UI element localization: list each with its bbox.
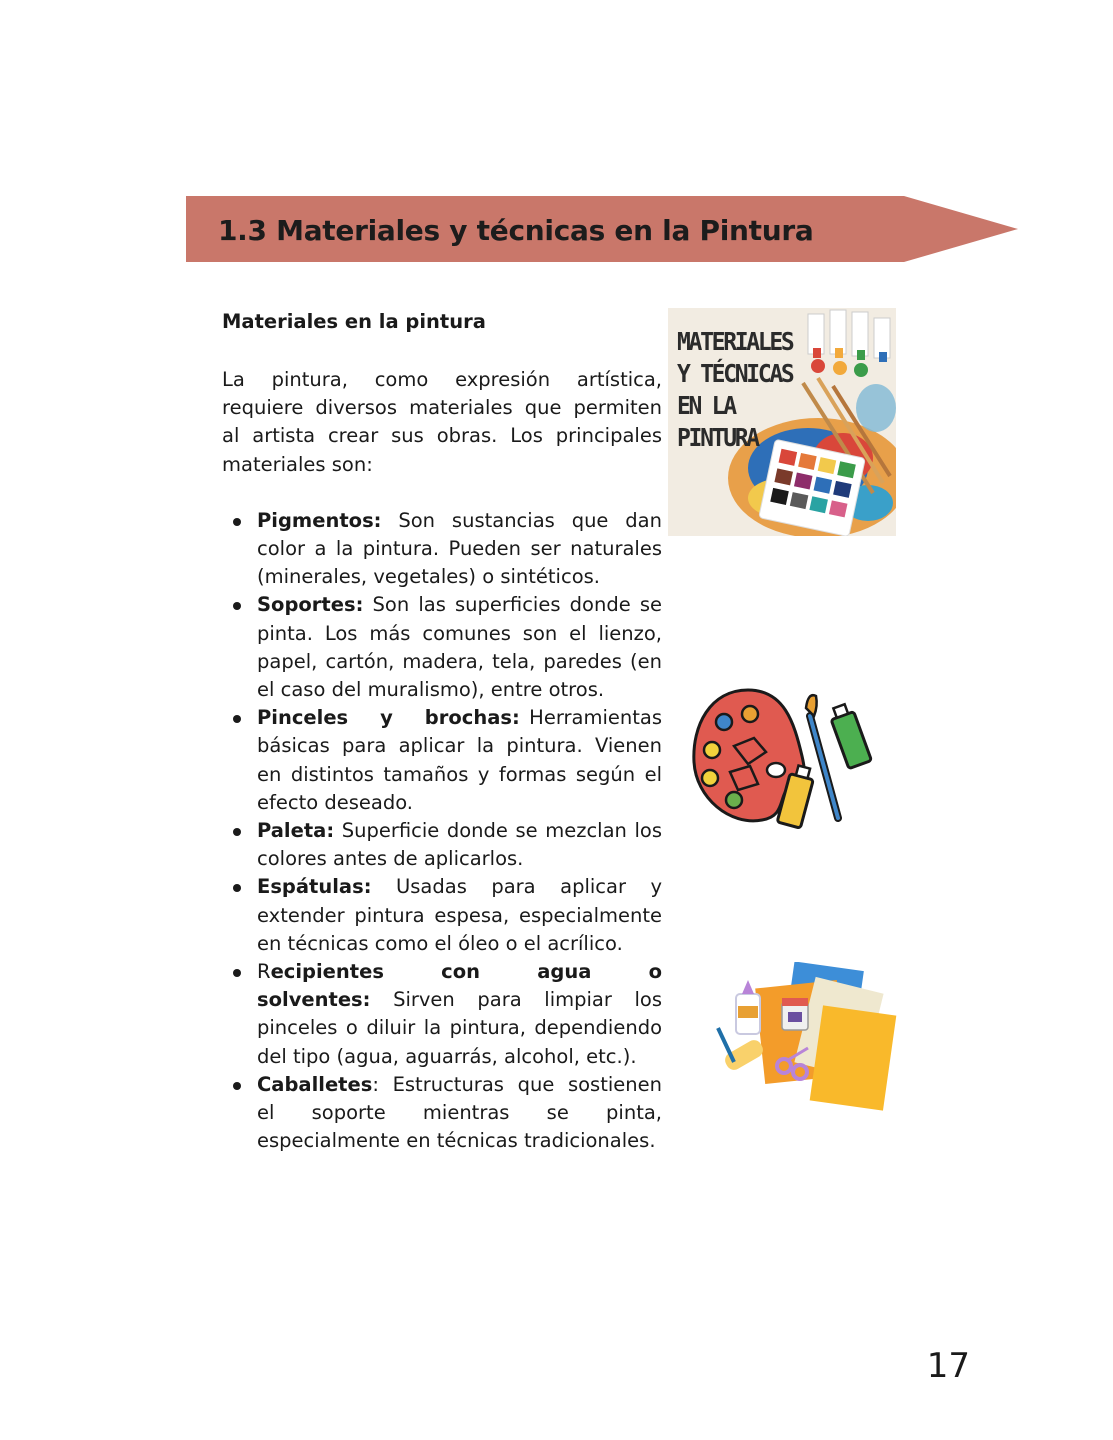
- bullet-icon: [233, 969, 241, 977]
- item-text: Son las superficies donde se pinta. Los más comunes son el lienzo, papel, cartón, madera, tela, paredes (en el caso del muralismo), entre otros.: [257, 593, 662, 702]
- cover-title: [677, 326, 797, 454]
- item-text: Superficie donde se mezclan los colores antes de aplicarlos.: [257, 819, 662, 871]
- cover-line: EN LA: [677, 391, 735, 420]
- cover-line: Y TÉCNICAS: [677, 359, 793, 388]
- bullet-icon: [233, 884, 241, 892]
- list-item: [222, 507, 662, 592]
- item-prefix: R: [257, 960, 271, 984]
- section-banner: [186, 196, 1018, 262]
- item-term: Caballetes: [257, 1072, 373, 1096]
- cover-image: [668, 308, 896, 536]
- item-term: Pigmentos:: [257, 508, 382, 532]
- palette-brush-tubes-icon: [690, 686, 876, 834]
- cover-line: MATERIALES: [677, 327, 793, 356]
- list-item: [222, 958, 662, 1071]
- bullet-icon: [233, 518, 241, 526]
- item-text: : Estructuras que sostienen el soporte mientras se pinta, especialmente en técnicas tradicionales.: [257, 1072, 662, 1153]
- item-term: Soportes:: [257, 593, 364, 617]
- item-term: Paleta:: [257, 819, 335, 843]
- list-item: [222, 873, 662, 958]
- list-item: [222, 1071, 662, 1156]
- intro-paragraph: La pintura, como expresión artística, requiere diversos materiales que permiten al artista crear sus obras. Los principales materiales son:: [222, 368, 662, 476]
- bullet-icon: [233, 1082, 241, 1090]
- subheading: Materiales en la pintura: [222, 310, 486, 333]
- list-item: [222, 817, 662, 873]
- page-number: 17: [926, 1346, 970, 1386]
- item-term: Espátulas:: [257, 875, 372, 899]
- bullet-icon: [233, 828, 241, 836]
- list-item: [222, 704, 662, 817]
- bullet-icon: [233, 715, 241, 723]
- list-item: [222, 591, 662, 704]
- main-text: [222, 306, 662, 1155]
- materials-list: [222, 507, 662, 1156]
- item-text: Sirven para limpiar los pinceles o diluir la pintura, dependiendo del tipo (agua, aguarrás, alcohol, etc.).: [257, 988, 662, 1068]
- bullet-icon: [233, 602, 241, 610]
- section-title: 1.3 Materiales y técnicas en la Pintura: [218, 214, 814, 247]
- item-text: Usadas para aplicar y extender pintura espesa, especialmente en técnicas como el óleo o el acrílico.: [257, 875, 662, 955]
- item-text: Son sustancias que dan color a la pintura. Pueden ser naturales (minerales, vegetales) o sintéticos.: [257, 508, 662, 589]
- item-term: Pinceles y brochas:: [257, 706, 520, 730]
- craft-supplies-icon: [712, 962, 898, 1112]
- cover-line: PINTURA: [677, 423, 758, 452]
- item-text: Herramientas básicas para aplicar la pintura. Vienen en distintos tamaños y formas según el efecto deseado.: [257, 706, 662, 814]
- item-term: ecipientes con agua o solventes:: [257, 960, 662, 1012]
